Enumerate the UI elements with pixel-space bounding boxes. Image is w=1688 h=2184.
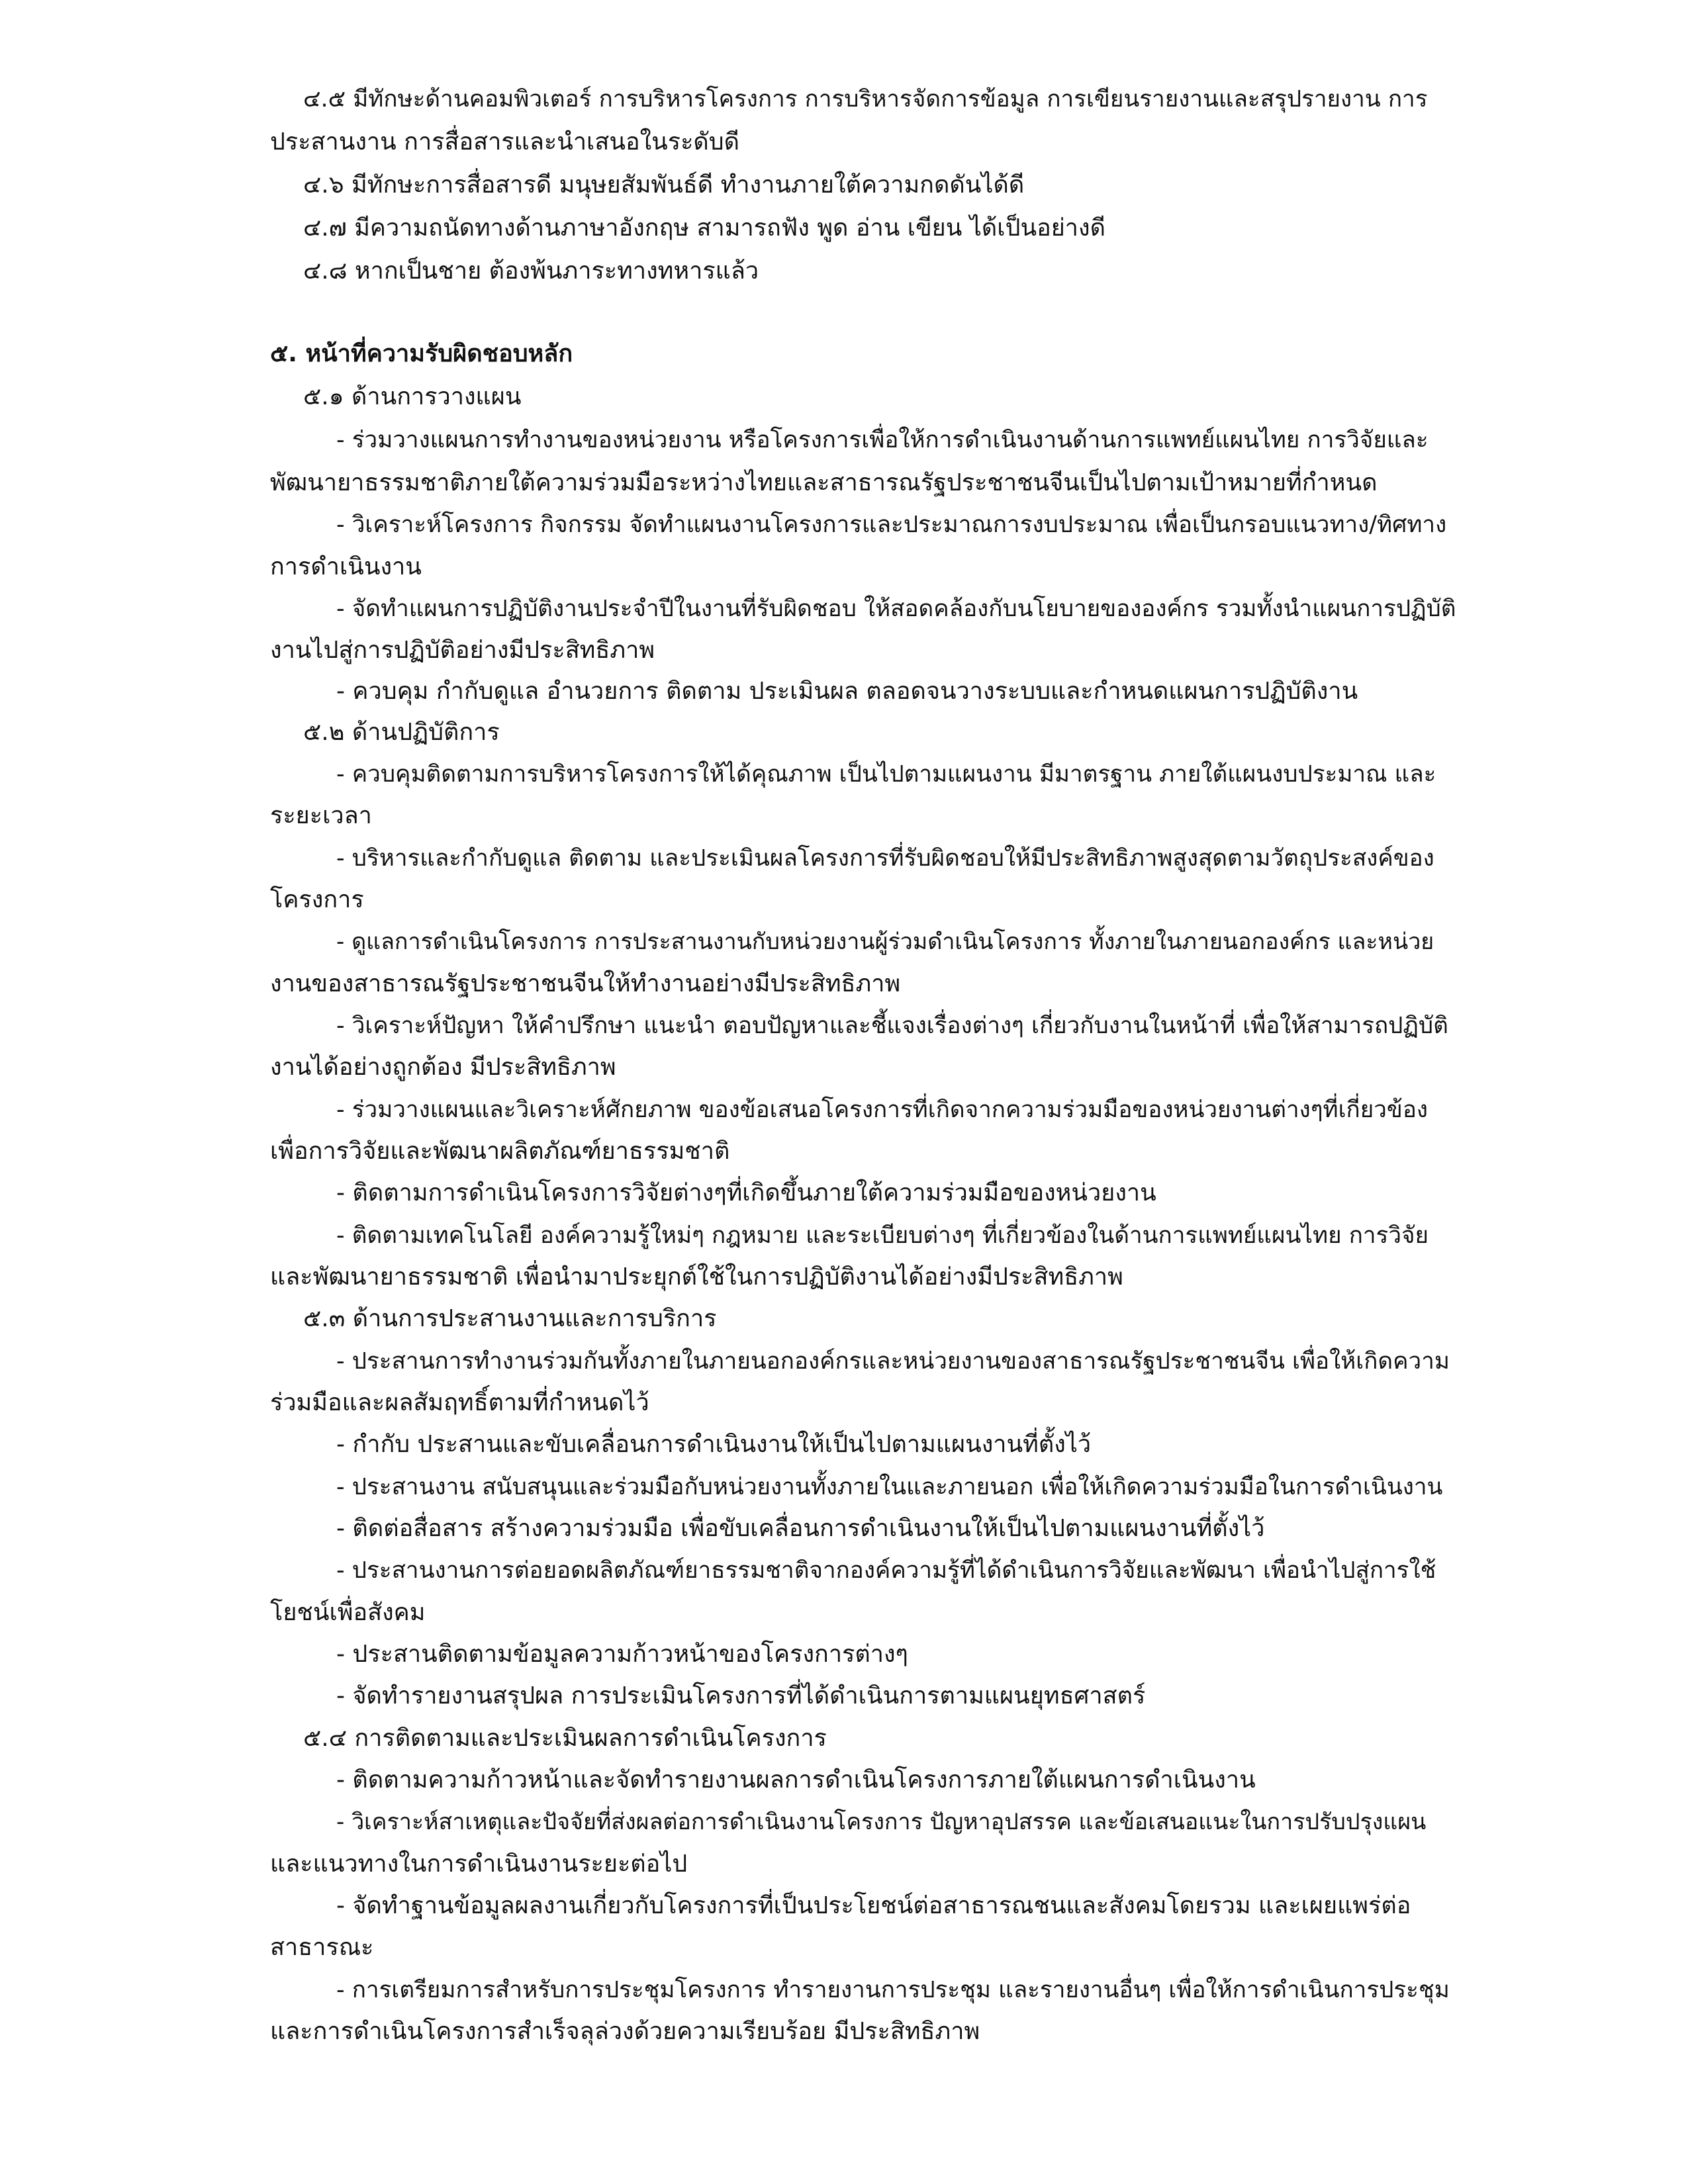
text-line: ระยะเวลา [270,802,372,829]
bullet-item: - วิเคราะห์สาเหตุและปัจจัยที่ส่งผลต่อการดำเนินงานโครงการ ปัญหาอุปสรรค และข้อเสนอแนะในการปรับปรุงแผน [336,1809,1427,1835]
bullet-item: - ติดตามความก้าวหน้าและจัดทำรายงานผลการดำเนินโครงการภายใต้แผนการดำเนินงาน [336,1766,1256,1794]
text-line: งานของสาธารณรัฐประชาชนจีนให้ทำงานอย่างมีประสิทธิภาพ [270,970,901,997]
bullet-item: - ประสานติดตามข้อมูลความก้าวหน้าของโครงการต่างๆ [336,1641,908,1668]
text-line: การดำเนินงาน [270,553,422,580]
text-line: และพัฒนายาธรรมชาติ เพื่อนำมาประยุกต์ใช้ในการปฏิบัติงานได้อย่างมีประสิทธิภาพ [270,1263,1123,1291]
bullet-item: - บริหารและกำกับดูแล ติดตาม และประเมินผลโครงการที่รับผิดชอบให้มีประสิทธิภาพสูงสุดตามวัตถุประสงค์ของ [336,845,1434,872]
bullet-item: - ประสานการทำงานร่วมกันทั้งภายในภายนอกองค์กรและหน่วยงานของสาธารณรัฐประชาชนจีน เพื่อให้เกิดความ [336,1348,1450,1375]
text-line: และการดำเนินโครงการสำเร็จลุล่วงด้วยความเรียบร้อย มีประสิทธิภาพ [270,2018,980,2045]
bullet-item: - จัดทำแผนการปฏิบัติงานประจำปีในงานที่รับผิดชอบ ให้สอดคล้องกับนโยบายขององค์กร รวมทั้งนำแผนการปฏิบัติ [336,596,1456,622]
bullet-item: - กำกับ ประสานและขับเคลื่อนการดำเนินงานให้เป็นไปตามแผนงานที่ตั้งไว้ [336,1431,1092,1458]
section-5-heading: ๕. หน้าที่ความรับผิดชอบหลัก [270,340,573,367]
text-line: และแนวทางในการดำเนินงานระยะต่อไป [270,1850,688,1878]
bullet-item: - ดูแลการดำเนินโครงการ การประสานงานกับหน่วยงานผู้ร่วมดำเนินโครงการ ทั้งภายในภายนอกองค์กร และหน่วย [336,929,1434,955]
bullet-item: - จัดทำฐานข้อมูลผลงานเกี่ยวกับโครงการที่เป็นประโยชน์ต่อสาธารณชนและสังคมโดยรวม และเผยแพร่ต่อ [336,1892,1411,1919]
text-line: ประสานงาน การสื่อสารและนำเสนอในระดับดี [270,128,740,156]
bullet-item: - ติดต่อสื่อสาร สร้างความร่วมมือ เพื่อขับเคลื่อนการดำเนินงานให้เป็นไปตามแผนงานที่ตั้งไว้ [336,1515,1265,1542]
text-line: งานไปสู่การปฏิบัติอย่างมีประสิทธิภาพ [270,637,655,664]
qualification-4-5: ๔.๕ มีทักษะด้านคอมพิวเตอร์ การบริหารโครงการ การบริหารจัดการข้อมูล การเขียนรายงานและสรุปรายงาน การ [303,86,1428,113]
text-line: สาธารณะ [270,1934,374,1961]
text-line: โยชน์เพื่อสังคม [270,1599,426,1626]
bullet-item: - ร่วมวางแผนการทำงานของหน่วยงาน หรือโครงการเพื่อให้การดำเนินงานด้านการแพทย์แผนไทย การวิจัยและ [336,427,1429,453]
bullet-item: - ติดตามการดำเนินโครงการวิจัยต่างๆที่เกิดขึ้นภายใต้ความร่วมมือของหน่วยงาน [336,1179,1156,1206]
bullet-item: - ควบคุม กำกับดูแล อำนวยการ ติดตาม ประเมินผล ตลอดจนวางระบบและกำหนดแผนการปฏิบัติงาน [336,678,1358,705]
bullet-item: - ร่วมวางแผนและวิเคราะห์ศักยภาพ ของข้อเสนอโครงการที่เกิดจากความร่วมมือของหน่วยงานต่างๆที่เกี่ยวข้อง [336,1097,1428,1123]
text-line: ร่วมมือและผลสัมฤทธิ์ตามที่กำหนดไว้ [270,1389,649,1416]
text-line: โครงการ [270,886,364,913]
bullet-item: - ติดตามเทคโนโลยี องค์ความรู้ใหม่ๆ กฎหมาย และระเบียบต่างๆ ที่เกี่ยวข้องในด้านการแพทย์แผนไทย การวิจัย [336,1222,1429,1249]
subsection-5-2-title: ๕.๒ ด้านปฏิบัติการ [303,719,500,746]
bullet-item: - จัดทำรายงานสรุปผล การประเมินโครงการที่ได้ดำเนินการตามแผนยุทธศาสตร์ [336,1682,1146,1709]
qualification-4-7: ๔.๗ มีความถนัดทางด้านภาษาอังกฤษ สามารถฟัง พูด อ่าน เขียน ได้เป็นอย่างดี [303,214,1105,242]
subsection-5-1-title: ๕.๑ ด้านการวางแผน [303,383,522,410]
bullet-item: - วิเคราะห์โครงการ กิจกรรม จัดทำแผนงานโครงการและประมาณการงบประมาณ เพื่อเป็นกรอบแนวทาง/ทิศทาง [336,512,1447,538]
bullet-item: - การเตรียมการสำหรับการประชุมโครงการ ทำรายงานการประชุม และรายงานอื่นๆ เพื่อให้การดำเนินการประชุม [336,1977,1450,2003]
bullet-item: - ควบคุมติดตามการบริหารโครงการให้ได้คุณภาพ เป็นไปตามแผนงาน มีมาตรฐาน ภายใต้แผนงบประมาณ และ [336,761,1436,788]
qualification-4-6: ๔.๖ มีทักษะการสื่อสารดี มนุษยสัมพันธ์ดี ทำงานภายใต้ความกดดันได้ดี [303,171,1025,199]
text-line: เพื่อการวิจัยและพัฒนาผลิตภัณฑ์ยาธรรมชาติ [270,1138,730,1165]
bullet-item: - ประสานงาน สนับสนุนและร่วมมือกับหน่วยงานทั้งภายในและภายนอก เพื่อให้เกิดความร่วมมือในการดำเนินงาน [336,1474,1443,1500]
subsection-5-3-title: ๕.๓ ด้านการประสานงานและการบริการ [303,1305,717,1332]
text-line: พัฒนายาธรรมชาติภายใต้ความร่วมมือระหว่างไทยและสาธารณรัฐประชาชนจีนเป็นไปตามเป้าหมายที่กำหนด [270,469,1378,496]
text-line: งานได้อย่างถูกต้อง มีประสิทธิภาพ [270,1054,616,1081]
bullet-item: - ประสานงานการต่อยอดผลิตภัณฑ์ยาธรรมชาติจากองค์ความรู้ที่ได้ดำเนินการวิจัยและพัฒนา เพื่อนำไปสู่การใช้ [336,1557,1436,1584]
bullet-item: - วิเคราะห์ปัญหา ให้คำปรึกษา แนะนำ ตอบปัญหาและชี้แจงเรื่องต่างๆ เกี่ยวกับงานในหน้าที่ เพื่อให้สามารถปฏิบัติ [336,1013,1448,1039]
subsection-5-4-title: ๕.๔ การติดตามและประเมินผลการดำเนินโครงการ [303,1725,827,1752]
qualification-4-8: ๔.๘ หากเป็นชาย ต้องพ้นภาระทางทหารแล้ว [303,257,759,285]
